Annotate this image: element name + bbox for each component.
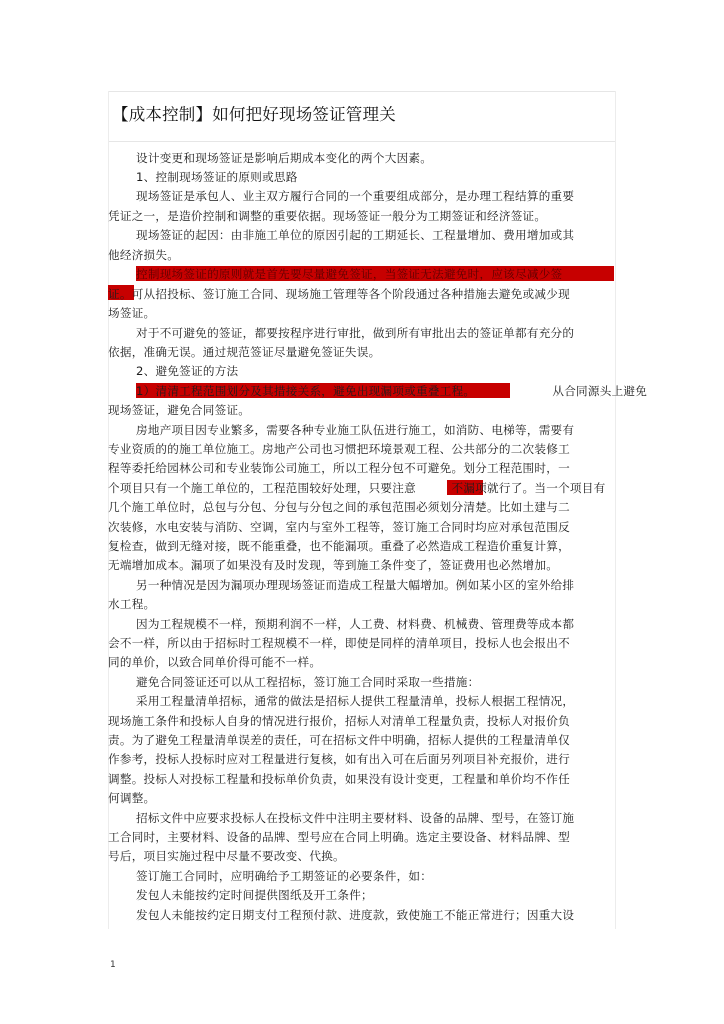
body-line: 房地产项目因专业繁多，需要各种专业施工队伍进行施工，如消防、电梯等，需要有	[136, 423, 575, 437]
body-line: 他经济损失。	[108, 248, 180, 262]
body-line: 现场施工条件和投标人自身的情况进行报价，招标人对清单工程量负责，投标人对报价负	[108, 714, 570, 728]
body-line: 程等委托给园林公司和专业装饰公司施工，所以工程分包不可避免。划分工程范围时，一	[108, 461, 570, 475]
section-heading: 1、控制现场签证的原则或思路	[136, 170, 298, 184]
body-line: 避免合同签证还可以从工程招标，签订施工合同时采取一些措施：	[136, 675, 480, 689]
frame-title-divider	[108, 141, 615, 142]
body-line: 复检查，做到无缝对接，既不能重叠，也不能漏项。重叠了必然造成工程造价重复计算，	[108, 539, 570, 553]
page-number: 1	[110, 960, 116, 970]
body-line: 几个施工单位时，总包与分包、分包与分包之间的承包范围必须划分清楚。比如土建与二	[108, 500, 570, 514]
body-line: 现场签证，避免合同签证。	[108, 403, 251, 417]
body-line: 号后，项目实施过程中尽量不要改变、代换。	[108, 849, 345, 863]
body-line: 调整。投标人对投标工程量和投标单价负责，如果没有设计变更，工程量和单价均不作任	[108, 772, 570, 786]
body-line: 同的单价，以致合同单价得可能不一样。	[108, 655, 322, 669]
highlighted-line: 1）清清工程范围划分及其措接关系，避免出现漏项或重叠工程。 从合同源头上避免	[136, 384, 648, 398]
body-line: 依据，准确无误。通过规范签证尽量避免签证失误。	[108, 345, 381, 359]
body-line: 因为工程规模不一样，预期利润不一样，人工费、材料费、机械费、管理费等成本都	[136, 617, 575, 631]
body-line: 设计变更和现场签证是影响后期成本变化的两个大因素。	[136, 151, 433, 165]
body-line: 专业资质的的施工单位施工。房地产公司也习惯把环境景观工程、公共部分的二次装修工	[108, 442, 570, 456]
body-line: 发包人未能按约定日期支付工程预付款、进度款，致使施工不能正常进行；因重大设	[136, 908, 575, 922]
document-title: 【成本控制】如何把好现场签证管理关	[112, 105, 396, 124]
body-line: 招标文件中应要求投标人在投标文件中注明主要材料、设备的品牌、型号，在签订施	[136, 811, 575, 825]
body-line: 证。可从招投标、签订施工合同、现场施工管理等各个阶段通过各种措施去避免或减少现	[108, 287, 570, 301]
highlighted-line: 控制现场签证的原则就是首先要尽量避免签证，当签证无法避免时，应该尽减少签	[136, 267, 563, 281]
body-line: 个项目只有一个施工单位的，工程范围较好处理，只要注意 不漏项就行了。当一个项目有	[108, 481, 606, 495]
body-line: 对于不可避免的签证，都要按程序进行审批，做到所有审批出去的签证单都有充分的	[136, 326, 575, 340]
body-line: 次装修，水电安装与消防、空调，室内与室外工程等，签订施工合同时均应对承包范围反	[108, 520, 570, 534]
body-line: 何调整。	[108, 791, 156, 805]
body-line: 会不一样，所以由于招标时工程规模不一样，即使是同样的清单项目，投标人也会报出不	[108, 636, 570, 650]
body-line: 场签证。	[108, 306, 156, 320]
body-line: 签订施工合同时，应明确给予工期签证的必要条件，如：	[136, 869, 433, 883]
body-line: 另一种情况是因为漏项办理现场签证而造成工程量大幅增加。例如某小区的室外给排	[136, 578, 575, 592]
body-line: 无端增加成本。漏项了如果没有及时发现，等到施工条件变了，签证费用也必然增加。	[108, 558, 559, 572]
frame-right-border	[615, 91, 616, 929]
body-line: 责。为了避免工程量清单误差的责任，可在招标文件中明确，招标人提供的工程量清单仅	[108, 733, 570, 747]
frame-top-border	[108, 91, 615, 92]
body-line: 发包人未能按约定时间提供图纸及开工条件；	[136, 888, 373, 902]
body-line: 现场签证的起因：由非施工单位的原因引起的工期延长、工程量增加、费用增加或其	[136, 228, 575, 242]
body-line: 工合同时，主要材料、设备的品牌、型号应在合同上明确。选定主要设备、材料品牌、型	[108, 830, 570, 844]
body-line: 凭证之一，是造价控制和调整的重要依据。现场签证一般分为工期签证和经济签证。	[108, 209, 547, 223]
body-line: 水工程。	[108, 597, 156, 611]
section-heading: 2、避免签证的方法	[136, 364, 239, 378]
body-line: 作参考，投标人投标时应对工程量进行复核，如有出入可在后面另列项目补充报价，进行	[108, 752, 570, 766]
body-line: 采用工程量清单招标，通常的做法是招标人提供工程量清单，投标人根据工程情况，	[136, 694, 575, 708]
body-line: 现场签证是承包人、业主双方履行合同的一个重要组成部分，是办理工程结算的重要	[136, 189, 575, 203]
